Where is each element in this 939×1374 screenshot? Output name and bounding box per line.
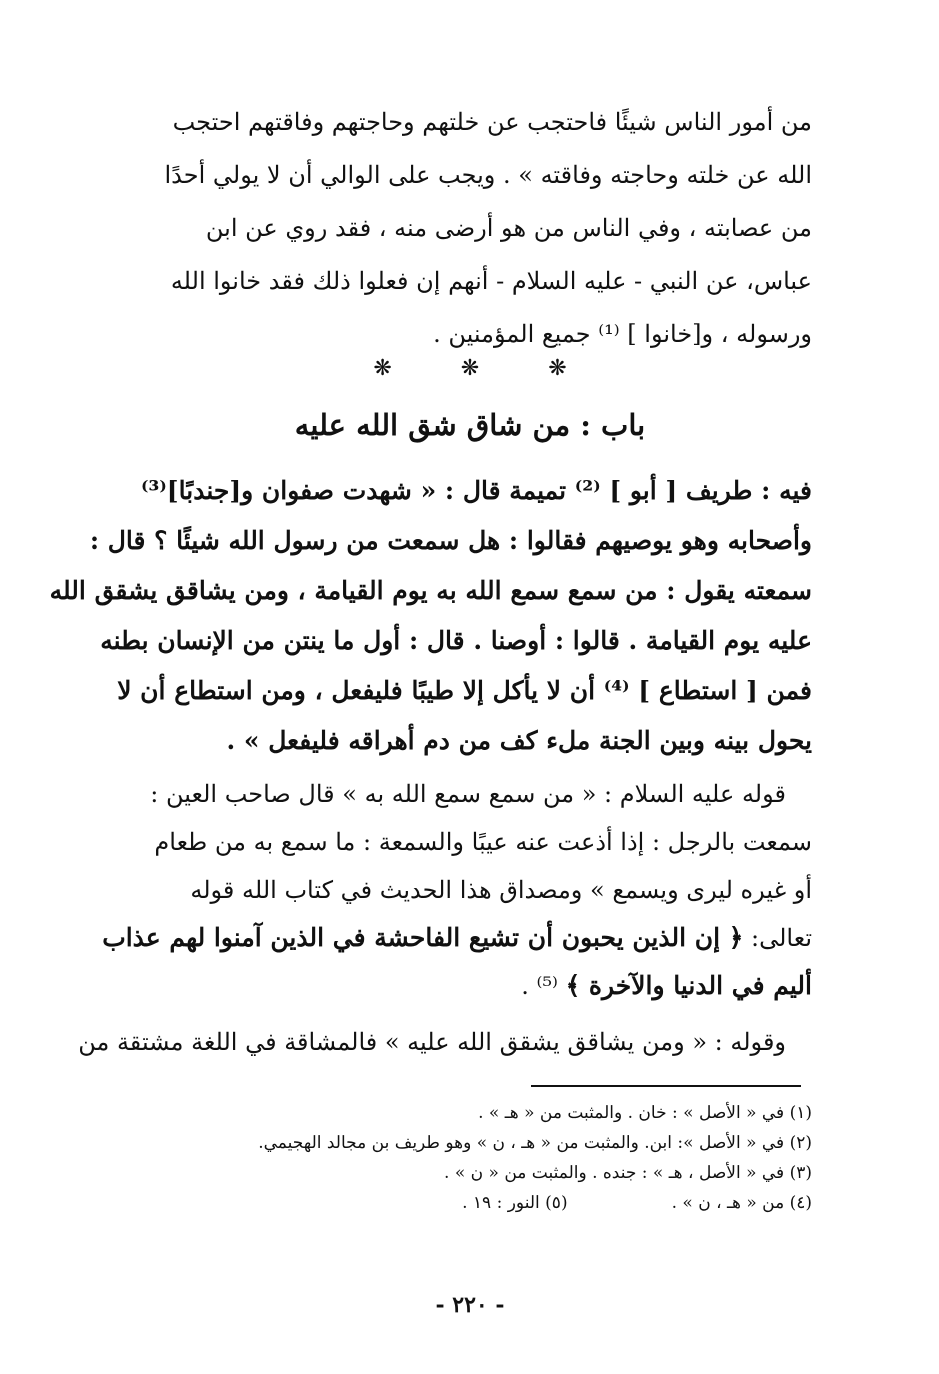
text-fragment: تعالى: [743, 924, 812, 952]
text-line: عليه يوم القيامة . قالوا : أوصنا . قال : أول ما ينتن من الإنسان بطنه [100, 626, 812, 655]
footnote: (١) في « الأصل » : خان . والمثبت من « هـ » . [478, 1103, 812, 1123]
text-line: وأصحابه وهو يوصيهم فقالوا : هل سمعت من رسول الله شيئًا ؟ قال : [89, 526, 812, 555]
final-paragraph [78, 1018, 812, 1066]
section-separator: ❋ ❋ ❋ [373, 356, 567, 381]
text-line [102, 914, 812, 962]
text-line: فمن [ استطاع ] ⁽⁴⁾ أن لا يأكل إلا طيبًا فليفعل ، ومن استطاع أن لا [117, 676, 812, 705]
text-line: وقوله : « ومن يشاقق يشقق الله عليه » فالمشاقة في اللغة مشتقة من [78, 1028, 786, 1056]
intro-paragraph [128, 96, 812, 361]
text-line: أو غيره ليرى ويسمع » ومصداق هذا الحديث في كتاب الله قوله [190, 876, 812, 904]
text-line: من أمور الناس شيئًا فاحتجب عن خلتهم وحاجتهم وفاقتهم احتجب [172, 108, 812, 136]
text-line: يحول بينه وبين الجنة ملء كف من دم أهراقه فليفعل » . [226, 726, 812, 755]
text-line: سمعته يقول : من سمع سمع الله به يوم القيامة ، ومن يشاقق يشقق الله [49, 576, 812, 605]
footnote: (٢) في « الأصل »: ابن. والمثبت من « هـ ، ن » وهو طريف بن مجالد الهجيمي. [258, 1133, 812, 1153]
text-line: سمعت بالرجل : إذا أذعت عنه عيبًا والسمعة : ما سمع به من طعام [154, 828, 812, 856]
text-fragment: ⁽⁵⁾ . [521, 972, 566, 1000]
text-line: الله عن خلته وحاجته وفاقته » . ويجب على الوالي أن لا يولي أحدًا [164, 161, 812, 189]
commentary-paragraph [102, 770, 812, 1010]
text-line: عباس، عن النبي - عليه السلام - أنهم إن فعلوا ذلك فقد خانوا الله [170, 267, 812, 295]
text-line: فيه : طريف [ أبو ] ⁽²⁾ تميمة قال : « شهدت صفوان و[جندبًا]⁽³⁾ [140, 476, 812, 505]
text-line: ورسوله ، و[خانوا ] ⁽¹⁾ جميع المؤمنين . [433, 320, 812, 348]
quran-verse: ﴿ إن الذين يحبون أن تشيع الفاحشة في الذين آمنوا لهم عذاب [102, 923, 744, 952]
footnotes [128, 1098, 812, 1218]
text-line: قوله عليه السلام : « من سمع سمع الله به » قال صاحب العين : [150, 780, 786, 808]
text-line [128, 962, 812, 1010]
footnote-row [128, 1188, 812, 1218]
footnote: (٥) النور : ١٩ . [462, 1193, 568, 1213]
chapter-heading: باب : من شاق شق الله عليه [294, 408, 646, 442]
footnote-divider [531, 1085, 801, 1087]
footnote: (٤) من « هـ ، ن » . [671, 1193, 812, 1213]
text-line: من عصابته ، وفي الناس من هو أرضى منه ، فقد روي عن ابن [205, 214, 812, 242]
hadith-paragraph [49, 466, 812, 766]
page-number: - ٢٢٠ - [435, 1292, 505, 1318]
quran-verse: أليم في الدنيا والآخرة ﴾ [565, 971, 812, 1000]
footnote: (٣) في « الأصل ، هـ » : جنده . والمثبت من « ن » . [444, 1163, 812, 1183]
